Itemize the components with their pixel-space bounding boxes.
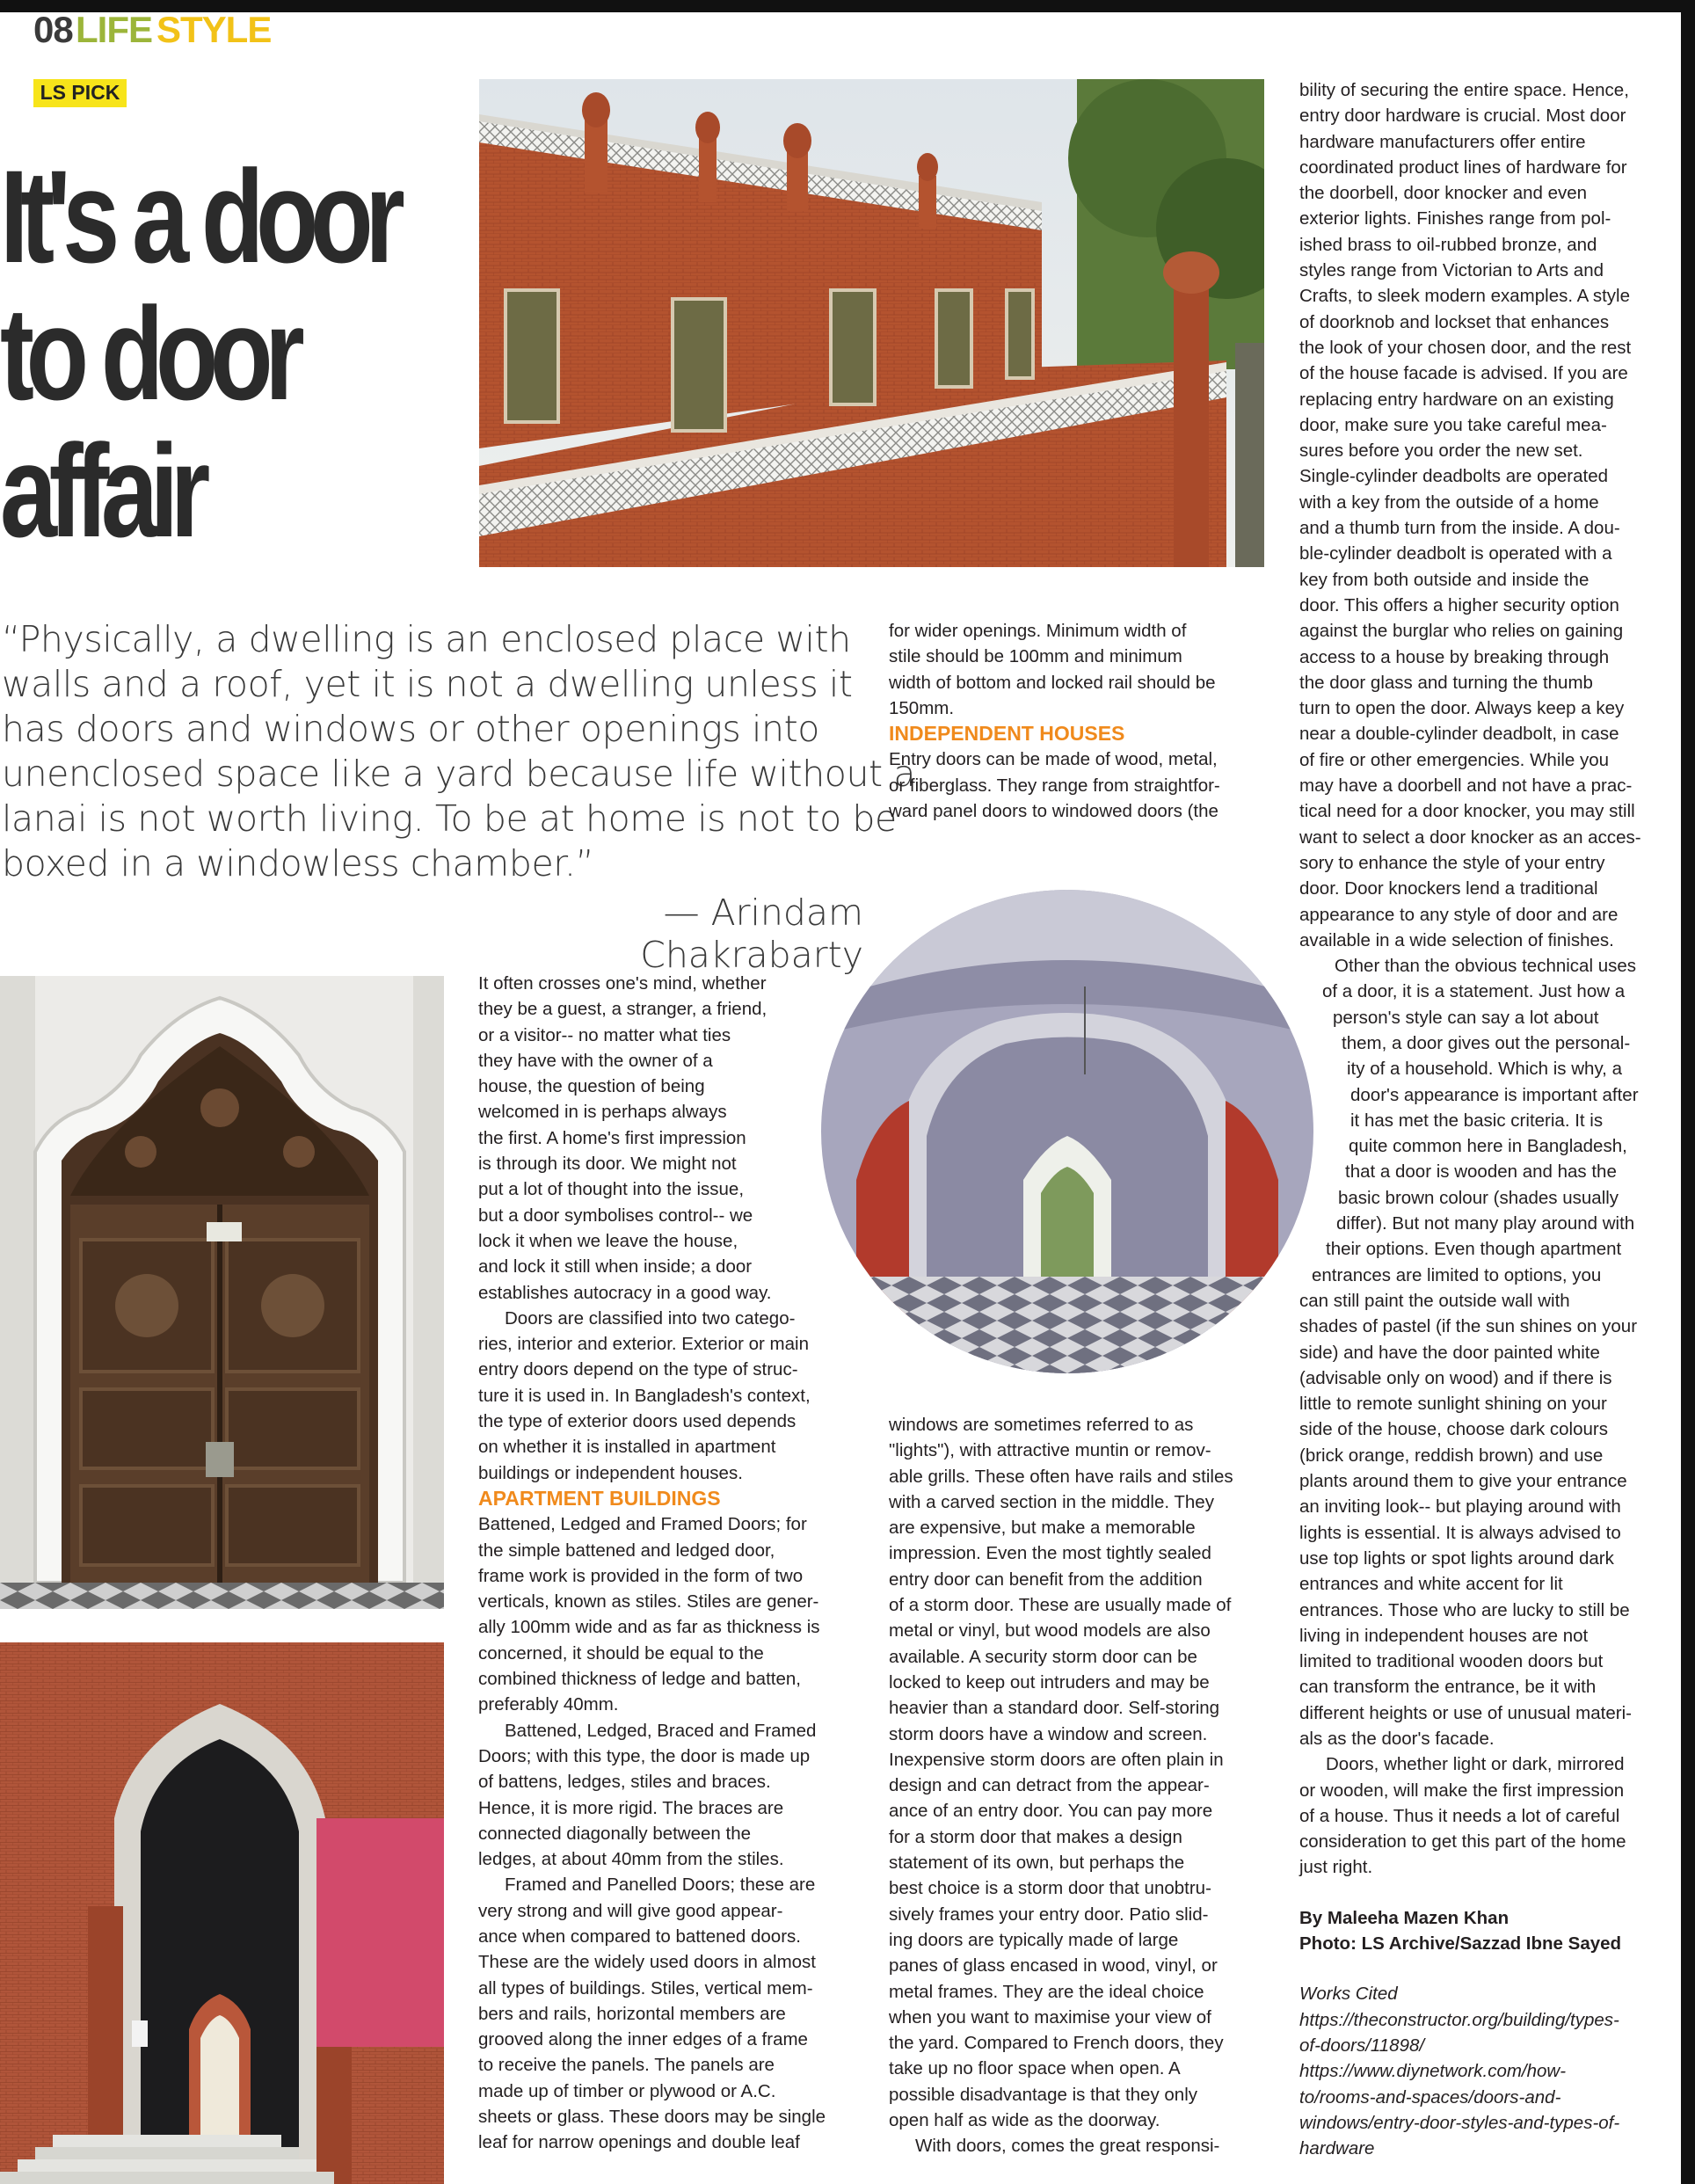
conclusion-paragraph — [1299, 1751, 1679, 1880]
text-line: metal or vinyl, but wood models are also — [889, 1620, 1211, 1642]
text-line: the simple battened and ledged door, — [478, 1540, 775, 1561]
text-line: of doorknob and lockset that enhances — [1299, 311, 1610, 332]
text-line: Doors, whether light or dark, mirrored — [1326, 1754, 1625, 1775]
headline-line: affair — [0, 417, 202, 564]
text-line: ward panel doors to windowed doors (the — [889, 801, 1219, 822]
text-line: turn to open the door. Always keep a key — [1299, 698, 1625, 719]
text-line: sures before you order the new set. — [1299, 440, 1583, 462]
text-line: tical need for a door knocker, you may still — [1299, 801, 1635, 822]
text-line: 150mm. — [889, 697, 955, 718]
text-line: different heights or use of unusual materi- — [1299, 1702, 1632, 1723]
security-paragraph-start — [889, 2133, 1276, 2159]
body-column-2-bottom — [889, 1412, 1276, 2159]
text-line: ished brass to oil-rubbed bronze, and — [1299, 234, 1597, 255]
text-line: establishes autocracy in a good way. — [478, 1282, 772, 1303]
works-cited — [1299, 1981, 1679, 2161]
text-line: or a visitor-- no matter what ties — [478, 1024, 731, 1045]
text-line: ble-cylinder deadbolt is operated with a — [1299, 543, 1612, 564]
headline-line: to door — [0, 280, 297, 427]
text-line: little to remote sunlight shining on your — [1299, 1394, 1607, 1415]
text-line: use top lights or spot lights around dark — [1299, 1547, 1614, 1569]
text-line: able grills. These often have rails and stiles — [889, 1466, 1233, 1487]
text-line: side) and have the door painted white — [1299, 1342, 1600, 1363]
headline — [0, 142, 397, 564]
text-line: Battened, Ledged and Framed Doors; for — [478, 1514, 807, 1535]
text-line: is through its door. We might not — [478, 1154, 737, 1175]
text-line: door's appearance is important after — [1350, 1084, 1639, 1105]
text-line: open half as wide as the doorway. — [889, 2110, 1160, 2131]
text-line: design and can detract from the appear- — [889, 1775, 1210, 1796]
text-line: entrances. Those who are lucky to still be — [1299, 1599, 1630, 1620]
houses-paragraph — [889, 746, 1276, 824]
text-line: Other than the obvious technical uses — [1335, 956, 1637, 977]
text-line: made up of timber or plywood or A.C. — [478, 2080, 776, 2101]
text-line: near a double-cylinder deadbolt, in case — [1299, 724, 1619, 745]
text-line: just right. — [1299, 1857, 1373, 1878]
text-line: access to a house by breaking through — [1299, 646, 1610, 667]
statement-paragraph — [1299, 953, 1679, 1751]
text-line: locked to keep out intruders and may be — [889, 1671, 1210, 1693]
text-line: With doors, comes the great responsi- — [915, 2136, 1220, 2157]
works-cited-link[interactable]: https://www.diynetwork.com/how- — [1299, 2061, 1567, 2082]
text-line: ing doors are typically made of large — [889, 1929, 1179, 1950]
text-line: with a key from the outside of a home — [1299, 491, 1599, 513]
text-line: sory to enhance the style of your entry — [1299, 852, 1605, 873]
text-line: (advisable only on wood) and if there is — [1299, 1367, 1612, 1388]
text-line: and lock it still when inside; a door — [478, 1256, 753, 1278]
text-line: the doorbell, door knocker and even — [1299, 183, 1588, 204]
text-line: lights is essential. It is always advised to — [1299, 1522, 1621, 1543]
text-line: entrances are limited to options, you — [1312, 1264, 1602, 1285]
text-line: the type of exterior doors used depends — [478, 1411, 797, 1432]
text-line: panes of glass encased in wood, vinyl, or — [889, 1955, 1218, 1977]
text-line: Single-cylinder deadbolts are operated — [1299, 466, 1609, 487]
quote-line: walls and a roof, yet it is not a dwelling unless it — [2, 663, 853, 705]
subhead-independent-houses: INDEPENDENT HOUSES — [889, 722, 1125, 746]
text-line: heavier than a standard door. Self-storing — [889, 1698, 1220, 1719]
text-line: ance when compared to battened doors. — [478, 1926, 801, 1947]
text-line: styles range from Victorian to Arts and — [1299, 260, 1604, 281]
text-line: shades of pastel (if the sun shines on your — [1299, 1316, 1638, 1337]
text-line: bers and rails, horizontal members are — [478, 2003, 786, 2024]
text-line: of a house. Thus it needs a lot of careful — [1299, 1805, 1620, 1826]
quote-line: has doors and windows or other openings into — [2, 708, 819, 750]
text-line: door. Door knockers lend a traditional — [1299, 878, 1598, 899]
wider-openings-paragraph — [889, 618, 1276, 721]
text-line: windows are sometimes referred to as — [889, 1415, 1194, 1435]
text-line: buildings or independent houses. — [478, 1462, 743, 1483]
text-line: verticals, known as stiles. Stiles are gener- — [478, 1591, 819, 1613]
text-line: may have a doorbell and not have a prac- — [1299, 775, 1633, 797]
works-cited-link[interactable]: windows/entry-door-styles-and-types-of- — [1299, 2112, 1620, 2133]
text-line: Doors; with this type, the door is made up — [478, 1745, 811, 1766]
text-line: impression. Even the most tightly sealed — [889, 1543, 1211, 1564]
text-line: ally 100mm wide and as far as thickness is — [478, 1617, 820, 1638]
text-line: Framed and Panelled Doors; these are — [505, 1875, 816, 1896]
page-number: 08 — [33, 9, 73, 50]
photo-brick-building — [479, 79, 1264, 567]
quote-attribution: — Arindam Chakrabarty — [640, 892, 863, 976]
section-name-life: LIFE — [76, 9, 152, 50]
text-line: or fiberglass. They range from straightfor- — [889, 775, 1220, 796]
text-line: These are the widely used doors in almost — [478, 1952, 817, 1973]
text-line: available. A security storm door can be — [889, 1646, 1197, 1667]
text-line: of battens, ledges, stiles and braces. — [478, 1772, 771, 1793]
text-line: they have with the owner of a — [478, 1050, 713, 1071]
text-line: entry door can benefit from the addition — [889, 1569, 1203, 1590]
text-line: put a lot of thought into the issue, — [478, 1179, 745, 1200]
text-line: grooved along the inner edges of a frame — [478, 2029, 808, 2050]
text-line: their options. Even though apartment — [1326, 1239, 1622, 1260]
text-line: bility of securing the entire space. Hence, — [1299, 80, 1629, 100]
text-line: leaf for narrow openings and double leaf — [478, 2132, 800, 2153]
text-line: possible disadvantage is that they only — [889, 2084, 1198, 2105]
text-line: entrances and white accent for lit — [1299, 1574, 1563, 1595]
text-line: of the house facade is advised. If you are — [1299, 363, 1628, 384]
text-line: best choice is a storm door that unobtru- — [889, 1878, 1211, 1899]
text-line: ledges, at about 40mm from the stiles. — [478, 1849, 784, 1870]
text-line: metal frames. They are the ideal choice — [889, 1981, 1204, 2002]
text-line: door, make sure you take careful mea- — [1299, 414, 1607, 435]
text-line: Inexpensive storm doors are often plain in — [889, 1749, 1224, 1770]
panelled-paragraph — [478, 1872, 856, 2155]
text-line: ries, interior and exterior. Exterior or main — [478, 1334, 809, 1355]
text-line: frame work is provided in the form of two — [478, 1565, 804, 1586]
text-line: ance of an entry door. You can pay more — [889, 1801, 1213, 1822]
quote-line: unenclosed space like a yard because life without a — [2, 753, 916, 795]
text-line: Doors are classified into two catego- — [505, 1307, 796, 1329]
text-line: are expensive, but make a memorable — [889, 1518, 1196, 1539]
text-line: preferably 40mm. — [478, 1694, 619, 1715]
text-line: very strong and will give good appear- — [478, 1900, 783, 1921]
text-line: width of bottom and locked rail should be — [889, 672, 1216, 693]
text-line: limited to traditional wooden doors but — [1299, 1651, 1604, 1672]
text-line: the first. A home's first impression — [478, 1127, 746, 1148]
subhead-apartment-buildings: APARTMENT BUILDINGS — [478, 1486, 721, 1510]
text-line: can still paint the outside wall with — [1299, 1290, 1570, 1311]
text-line: basic brown colour (shades usually — [1338, 1187, 1619, 1208]
text-line: against the burglar who relies on gaining — [1299, 621, 1624, 642]
text-line: differ). But not many play around with — [1336, 1213, 1635, 1234]
body-column-1 — [478, 971, 856, 2156]
body-column-2-top — [889, 618, 1276, 824]
text-line: storm doors have a window and screen. — [889, 1723, 1208, 1744]
text-line: Battened, Ledged, Braced and Framed — [505, 1720, 817, 1741]
pull-quote — [2, 617, 916, 886]
photo-arched-veranda — [821, 890, 1313, 1373]
text-line: combined thickness of ledge and batten, — [478, 1669, 801, 1690]
intro-paragraph — [478, 971, 856, 1306]
text-line: an inviting look-- but playing around with — [1299, 1496, 1621, 1518]
text-line: available in a wide selection of finishes. — [1299, 929, 1614, 950]
text-line: hardware manufacturers offer entire — [1299, 131, 1586, 152]
text-line: and a thumb turn from the inside. A dou- — [1299, 518, 1620, 539]
text-line: can transform the entrance, be it with — [1299, 1677, 1597, 1698]
text-line: Entry doors can be made of wood, metal, — [889, 749, 1218, 770]
works-cited-link[interactable]: of-doors/11898/ — [1299, 2035, 1425, 2056]
photo-brick-archway — [0, 1642, 444, 2184]
text-line: ture it is used in. In Bangladesh's context, — [478, 1385, 811, 1406]
text-line: (brick orange, reddish brown) and use — [1299, 1445, 1604, 1466]
text-line: when you want to maximise your view of — [889, 2006, 1211, 2027]
text-line: that a door is wooden and has the — [1345, 1161, 1617, 1183]
text-line: for wider openings. Minimum width of — [889, 621, 1187, 641]
text-line: ity of a household. Which is why, a — [1347, 1059, 1622, 1080]
lights-paragraph — [889, 1412, 1276, 2133]
section-name-style: STYLE — [156, 9, 272, 50]
text-line: sheets or glass. These doors may be single — [478, 2107, 826, 2128]
text-line: quite common here in Bangladesh, — [1349, 1136, 1627, 1157]
byline-author: By Maleeha Mazen Khan — [1299, 1907, 1509, 1928]
text-line: door. This offers a higher security option — [1299, 594, 1619, 615]
text-line: to receive the panels. The panels are — [478, 2055, 775, 2076]
text-line: als as the door's facade. — [1299, 1729, 1495, 1749]
braced-paragraph — [478, 1718, 856, 1873]
text-line: the look of your chosen door, and the rest — [1299, 337, 1632, 358]
text-line: on whether it is installed in apartment — [478, 1437, 776, 1458]
ls-pick-label: LS PICK — [40, 81, 120, 104]
works-cited-link[interactable]: hardware — [1299, 2138, 1375, 2159]
text-line: It often crosses one's mind, whether — [478, 973, 767, 994]
text-line: plants around them to give your entrance — [1299, 1471, 1627, 1492]
quote-line: “Physically, a dwelling is an enclosed place with — [2, 618, 851, 660]
text-line: house, the question of being — [478, 1076, 705, 1097]
text-line: it has met the basic criteria. It is — [1350, 1110, 1604, 1131]
text-line: with a carved section in the middle. They — [889, 1491, 1214, 1512]
text-line: want to select a door knocker as an acces- — [1299, 826, 1641, 848]
text-line: of a door, it is a statement. Just how a — [1322, 981, 1626, 1002]
text-line: person's style can say a lot about — [1333, 1007, 1599, 1028]
text-line: of fire or other emergencies. While you — [1299, 749, 1610, 770]
text-line: the yard. Compared to French doors, they — [889, 2033, 1224, 2054]
hardware-paragraph — [1299, 77, 1679, 953]
text-line: sively frames your entry door. Patio slid- — [889, 1904, 1209, 1925]
photo-wooden-door — [0, 976, 444, 1609]
byline-photo-credit: Photo: LS Archive/Sazzad Ibne Sayed — [1299, 1933, 1622, 1955]
classification-paragraph — [478, 1306, 856, 1486]
text-line: welcomed in is perhaps always — [478, 1102, 727, 1123]
works-cited-link[interactable]: https://theconstructor.org/building/types- — [1299, 2009, 1619, 2030]
text-line: statement of its own, but perhaps the — [889, 1853, 1185, 1874]
text-line: side of the house, choose dark colours — [1299, 1419, 1608, 1440]
text-line: concerned, it should be equal to the — [478, 1642, 764, 1663]
battened-paragraph — [478, 1511, 856, 1717]
text-line: they be a guest, a stranger, a friend, — [478, 999, 767, 1020]
text-line: the door glass and turning the thumb — [1299, 672, 1593, 693]
works-cited-title: Works Cited — [1299, 1984, 1398, 2005]
text-line: Crafts, to sleek modern examples. A style — [1299, 286, 1630, 307]
right-border — [1681, 0, 1695, 2184]
text-line: of a storm door. These are usually made of — [889, 1595, 1232, 1616]
text-line: for a storm door that makes a design — [889, 1826, 1182, 1847]
text-line: but a door symbolises control-- we — [478, 1205, 753, 1226]
ls-pick-tag — [33, 79, 127, 107]
text-line: appearance to any style of door and are — [1299, 904, 1619, 925]
text-line: Hence, it is more rigid. The braces are — [478, 1797, 784, 1818]
text-line: replacing entry hardware on an existing — [1299, 389, 1614, 410]
text-line: connected diagonally between the — [478, 1823, 752, 1844]
text-line: exterior lights. Finishes range from pol- — [1299, 208, 1611, 229]
text-line: "lights"), with attractive muntin or remov- — [889, 1440, 1211, 1461]
works-cited-link[interactable]: to/rooms-and-spaces/doors-and- — [1299, 2086, 1561, 2108]
quote-line: lanai is not worth living. To be at home is not to be — [2, 797, 897, 840]
text-line: consideration to get this part of the home — [1299, 1831, 1626, 1853]
body-column-3 — [1299, 77, 1679, 2161]
text-line: living in independent houses are not — [1299, 1625, 1589, 1646]
text-line: coordinated product lines of hardware for — [1299, 157, 1627, 178]
text-line: entry door hardware is crucial. Most door — [1299, 106, 1626, 127]
text-line: or wooden, will make the first impression — [1299, 1780, 1625, 1801]
text-line: all types of buildings. Stiles, vertical mem- — [478, 1977, 813, 1998]
headline-line: It's a door — [0, 142, 397, 290]
quote-line: boxed in a windowless chamber.” — [2, 842, 594, 885]
text-line: entry doors depend on the type of struc- — [478, 1359, 798, 1380]
text-line: key from both outside and inside the — [1299, 569, 1590, 590]
text-line: lock it when we leave the house, — [478, 1230, 738, 1251]
text-line: stile should be 100mm and minimum — [889, 646, 1182, 667]
text-line: them, a door gives out the personal- — [1342, 1032, 1631, 1053]
text-line: take up no floor space when open. A — [889, 2058, 1181, 2079]
